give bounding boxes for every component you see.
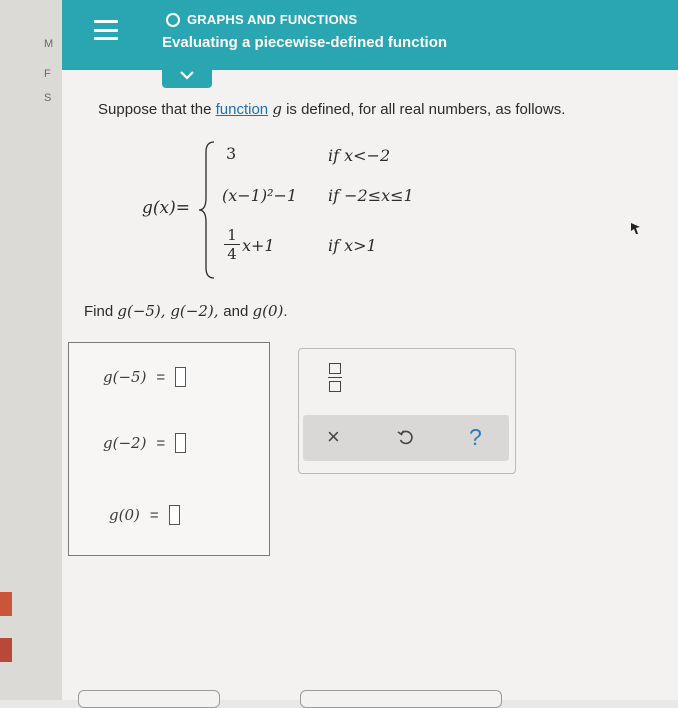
answer-label: g(−5) <box>103 368 147 386</box>
edge-marker <box>0 592 12 616</box>
mouse-cursor-icon <box>630 222 642 236</box>
equals-sign: = <box>156 368 166 386</box>
fraction-denominator: 4 <box>227 245 237 263</box>
case-2-condition: if −2≤x≤1 <box>328 186 414 205</box>
answer-box <box>68 342 270 556</box>
problem-panel <box>62 70 678 700</box>
sidebar-fragment: F <box>44 68 51 80</box>
fraction-template-icon[interactable] <box>329 363 343 393</box>
page-title: Evaluating a piecewise-defined function <box>162 34 448 51</box>
answer-row <box>103 433 186 453</box>
answer-label: g(−2) <box>103 434 147 452</box>
clear-button[interactable]: × <box>327 424 340 449</box>
answer-input-g-neg5[interactable] <box>175 367 186 387</box>
topic-status-icon <box>166 13 180 27</box>
chevron-down-icon <box>179 70 195 80</box>
function-variable: g <box>272 100 282 118</box>
answer-row <box>103 367 186 387</box>
case-3-fraction <box>224 226 240 263</box>
case-3-expression: x+1 <box>242 236 275 255</box>
find-last: g(0) <box>252 302 284 320</box>
topic-text: GRAPHS AND FUNCTIONS <box>187 12 358 27</box>
answer-row <box>109 505 180 525</box>
header-bar <box>62 0 678 70</box>
hamburger-menu-icon[interactable] <box>94 20 118 40</box>
intro-text: Suppose that the <box>98 101 216 118</box>
function-lhs: g(x)= <box>142 198 190 218</box>
sidebar-fragment: M <box>44 38 54 50</box>
case-1-condition: if x<−2 <box>328 146 391 165</box>
equals-sign: = <box>156 434 166 452</box>
bottom-button[interactable] <box>300 690 502 708</box>
equals-sign: = <box>149 506 159 524</box>
fraction-numerator: 1 <box>224 226 240 245</box>
tool-action-bar <box>303 415 509 461</box>
find-prompt <box>84 302 288 320</box>
intro-text-end: is defined, for all real numbers, as follows. <box>281 101 566 118</box>
case-1-expression: 3 <box>226 144 237 163</box>
sidebar <box>0 0 62 700</box>
topic-label <box>166 12 357 27</box>
find-prefix: Find <box>84 303 118 320</box>
function-link[interactable]: function <box>215 101 269 118</box>
undo-icon <box>397 429 415 447</box>
case-2-expression: (x−1)²−1 <box>222 186 298 205</box>
math-tool-palette <box>298 348 516 474</box>
left-brace-icon <box>198 140 218 280</box>
find-and: and <box>223 303 253 320</box>
answer-label: g(0) <box>109 506 140 524</box>
collapse-toggle[interactable] <box>162 62 212 88</box>
answer-input-g-neg2[interactable] <box>175 433 186 453</box>
find-end: . <box>283 303 288 320</box>
case-3-condition: if x>1 <box>328 236 377 255</box>
bottom-button[interactable] <box>78 690 220 708</box>
answer-input-g-0[interactable] <box>169 505 180 525</box>
find-expression: g(−5), g(−2), <box>117 302 224 320</box>
edge-marker <box>0 638 12 662</box>
help-button[interactable]: ? <box>469 424 482 450</box>
undo-button[interactable] <box>397 428 415 452</box>
sidebar-fragment: S <box>44 92 52 104</box>
problem-statement <box>98 100 565 118</box>
